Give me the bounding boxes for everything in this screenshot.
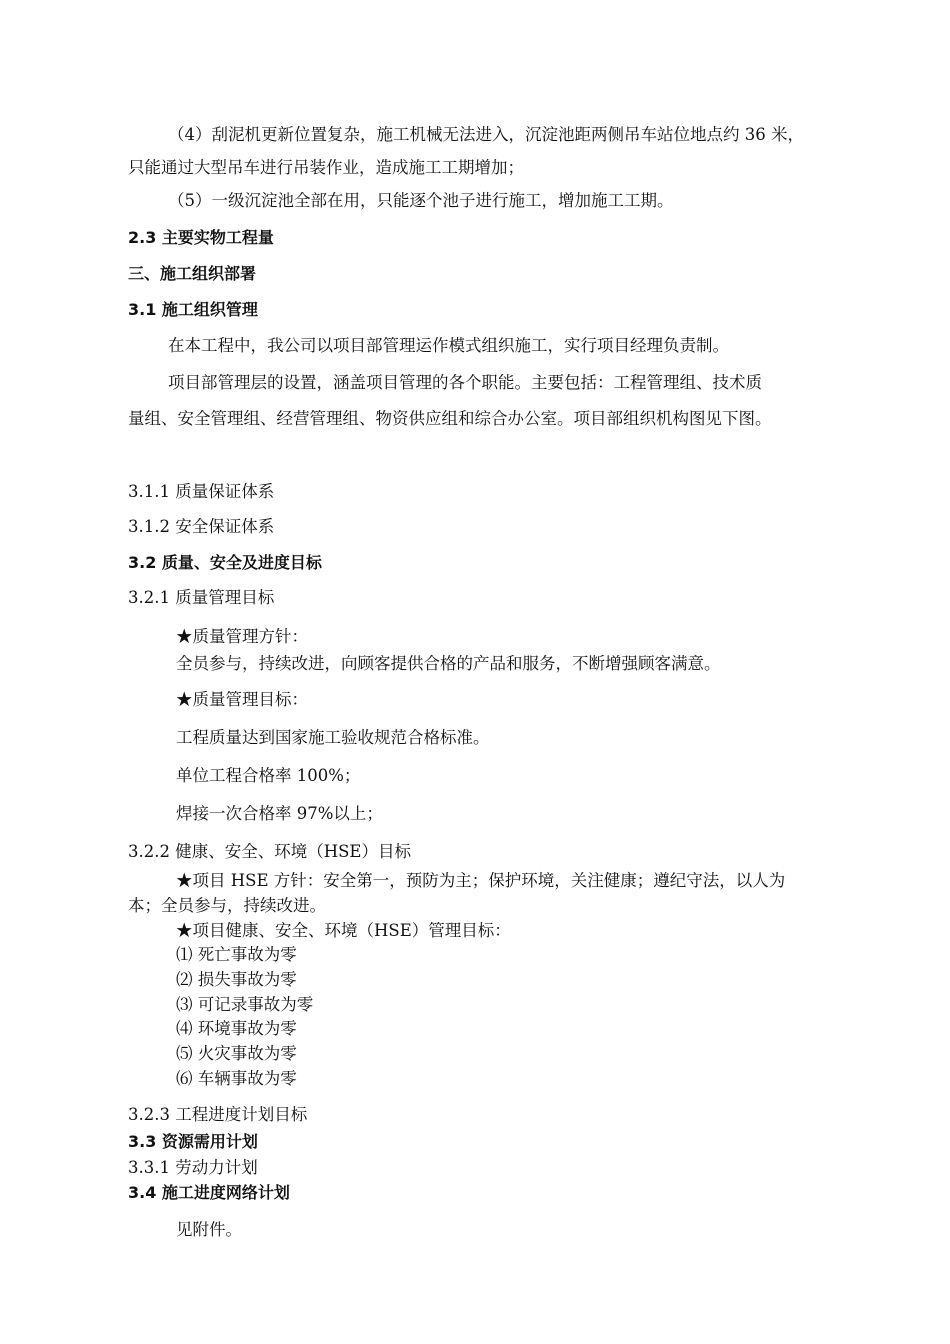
heading-3-2: 3.2 质量、安全及进度目标	[128, 553, 322, 572]
heading-3-2-3: 3.2.3 工程进度计划目标	[128, 1105, 308, 1124]
hse-policy-line-2: 本；全员参与，持续改进。	[128, 896, 326, 915]
hse-goal-item: ⑴ 死亡事故为零	[176, 945, 297, 964]
hse-goal-item: ⑸ 火灾事故为零	[176, 1044, 297, 1063]
paragraph-1: 在本工程中，我公司以项目部管理运作模式组织施工，实行项目经理负责制。	[168, 336, 729, 355]
item-5: （5）一级沉淀池全部在用，只能逐个池子进行施工，增加施工工期。	[168, 191, 674, 210]
heading-3-1: 3.1 施工组织管理	[128, 300, 258, 319]
paragraph-2-line-1: 项目部管理层的设置，涵盖项目管理的各个职能。主要包括：工程管理组、技术质	[168, 373, 762, 392]
heading-section-3: 三、施工组织部署	[128, 264, 257, 283]
hse-goal-item: ⑹ 车辆事故为零	[176, 1069, 297, 1088]
hse-goal-item: ⑵ 损失事故为零	[176, 970, 297, 989]
hse-policy-line-1: ★项目 HSE 方针：安全第一，预防为主；保护环境，关注健康；遵纪守法，以人为	[176, 871, 786, 890]
heading-3-1-2: 3.1.2 安全保证体系	[128, 517, 275, 536]
item-4-line-1: （4）刮泥机更新位置复杂，施工机械无法进入，沉淀池距两侧吊车站位地点约 36 米，	[168, 125, 804, 144]
see-attachment: 见附件。	[176, 1220, 242, 1239]
hse-goal-item: ⑷ 环境事故为零	[176, 1019, 297, 1038]
quality-policy-text: 全员参与，持续改进，向顾客提供合格的产品和服务，不断增强顾客满意。	[176, 654, 721, 673]
item-4-line-2: 只能通过大型吊车进行吊装作业，造成施工工期增加；	[128, 158, 524, 177]
quality-goal-1: 工程质量达到国家施工验收规范合格标准。	[176, 728, 490, 747]
heading-3-2-2: 3.2.2 健康、安全、环境（HSE）目标	[128, 842, 411, 861]
quality-policy-label: ★质量管理方针：	[176, 627, 308, 646]
heading-3-3-1: 3.3.1 劳动力计划	[128, 1158, 258, 1177]
quality-goal-label: ★质量管理目标：	[176, 690, 308, 709]
quality-goal-2: 单位工程合格率 100%；	[176, 766, 361, 785]
heading-3-1-1: 3.1.1 质量保证体系	[128, 482, 275, 501]
heading-3-2-1: 3.2.1 质量管理目标	[128, 588, 275, 607]
hse-goal-item: ⑶ 可记录事故为零	[176, 995, 314, 1014]
heading-3-4: 3.4 施工进度网络计划	[128, 1183, 290, 1202]
heading-3-3: 3.3 资源需用计划	[128, 1132, 258, 1151]
hse-goal-label: ★项目健康、安全、环境（HSE）管理目标：	[176, 921, 511, 940]
quality-goal-3: 焊接一次合格率 97%以上；	[176, 804, 383, 823]
paragraph-2-line-2: 量组、安全管理组、经营管理组、物资供应组和综合办公室。项目部组织机构图见下图。	[128, 409, 772, 428]
heading-2-3: 2.3 主要实物工程量	[128, 228, 274, 247]
